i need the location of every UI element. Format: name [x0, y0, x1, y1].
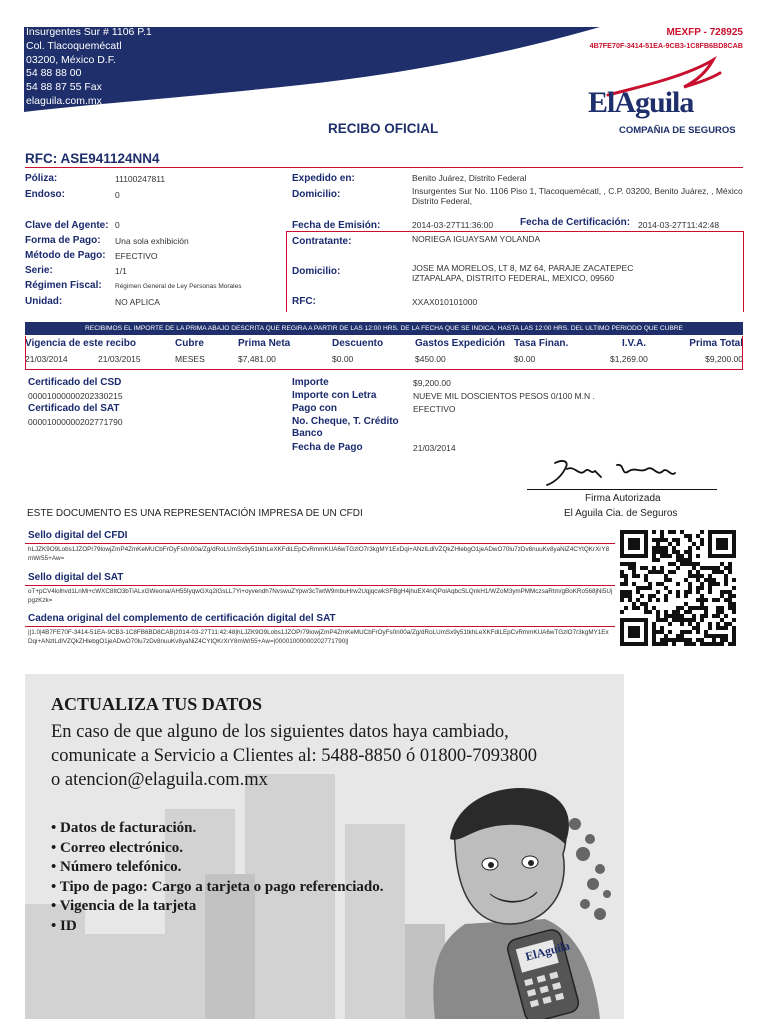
td-descuento: $0.00 — [332, 354, 354, 364]
td-vigencia-desde: 21/03/2014 — [25, 354, 68, 364]
brand-logo: ElAguila — [588, 86, 694, 119]
certificacion-label: Fecha de Certificación: — [520, 217, 631, 228]
address-line: Insurgentes Sur # 1106 P.1 — [26, 26, 152, 38]
importe-label: Importe — [292, 377, 329, 388]
td-tasa: $0.00 — [514, 354, 536, 364]
cadena-value: ||1.0|4B7FE70F-3414-51EA-9CB3-1C8FB6BD8CAB|2014-03-27T11:42:48|hLJZK9O9Lobs1JZOPr79lowjZmP4ZmKeMUCbFrOyFs0n00a/Zg/dRoLUmSx9y51tkhLeXKFdiLEpCvRmmKUA6wTGzlO7r3kgMY1ExDqi+ANzlLdlVZQkZHlebgO1jeADwO70lu7zDv8nuuKv8yaNiZ4CYtQKrXrY8mWr55+Aw=|00001000000202771790|| — [28, 629, 609, 645]
forma-pago-value: Una sola exhibición — [115, 236, 189, 246]
client-rfc-value: XXAX010101000 — [412, 297, 478, 307]
domicilio-label: Domicilio: — [292, 189, 341, 200]
promo-panel — [25, 674, 624, 1019]
bullet-text: Tipo de pago: Cargo a tarjeta o pago referenciado. — [59, 878, 384, 895]
regimen-label: Régimen Fiscal: — [25, 280, 102, 291]
table-frame — [25, 336, 743, 370]
address-line: Col. Tlacoquemécatl — [26, 39, 122, 52]
company-address — [26, 26, 152, 109]
th-iva: I.V.A. — [622, 338, 647, 349]
issuer-rfc: RFC: ASE941124NN4 — [25, 151, 160, 166]
emision-label: Fecha de Emisión: — [292, 220, 381, 231]
td-vigencia-hasta: 21/03/2015 — [98, 354, 141, 364]
phone-brand-logo: ElAguila — [523, 938, 572, 964]
sat-cert-label: Certificado del SAT — [28, 403, 120, 414]
poliza-value: 11100247811 — [115, 174, 166, 184]
fecha-pago-value: 21/03/2014 — [413, 443, 456, 453]
importe-value: $9,200.00 — [413, 378, 451, 388]
unidad-label: Unidad: — [25, 296, 63, 307]
client-domicilio-value: JOSE MA MORELOS, LT 8, MZ 64, PARAJE ZACATEPEC IZTAPALAPA, DISTRITO FEDERAL, MEXICO, 09560 — [412, 263, 634, 283]
client-domicilio-label: Domicilio: — [292, 266, 341, 277]
endoso-label: Endoso: — [25, 189, 65, 200]
expedido-value: Benito Juárez, Distrito Federal — [412, 173, 527, 183]
td-prima-total: $9,200.00 — [705, 354, 743, 364]
td-prima-neta: $7,481.00 — [238, 354, 276, 364]
bullet-text: Vigencia de la tarjeta — [59, 898, 197, 914]
regimen-value: Régimen General de Ley Personas Morales — [115, 283, 242, 290]
td-gastos: $450.00 — [415, 354, 446, 364]
bullet-text: Número telefónico. — [60, 859, 182, 875]
importe-letra-value: NUEVE MIL DOSCIENTOS PESOS 0/100 M.N . — [413, 391, 595, 401]
expedido-label: Expedido en: — [292, 173, 355, 184]
qr-code — [618, 528, 738, 656]
contratante-label: Contratante: — [292, 236, 352, 247]
certificacion-value: 2014-03-27T11:42:48 — [638, 220, 720, 230]
promo-title: ACTUALIZA TUS DATOS — [51, 694, 263, 714]
list-item: • Vigencia de la tarjeta — [51, 898, 197, 914]
td-iva: $1,269.00 — [610, 354, 648, 364]
divider — [25, 543, 615, 544]
th-tasa: Tasa Finan. — [514, 338, 569, 349]
signature-line — [527, 489, 717, 490]
csd-value: 00001000000202330215 — [28, 391, 123, 401]
notice-bar: RECIBIMOS EL IMPORTE DE LA PRIMA ABAJO DESCRITA QUE REGIRA A PARTIR DE LAS 12:00 HRS. DE LA FECHA QUE SE INDICA, HASTA LAS 12:00 HRS. DEL ULTIMO PERIODO QUE CUBRE — [25, 322, 743, 335]
th-vigencia: Vigencia de este recibo — [25, 338, 136, 349]
sello-cfdi-label: Sello digital del CFDI — [28, 530, 128, 541]
serie-value: 1/1 — [115, 266, 127, 276]
list-item: • Tipo de pago: Cargo a tarjeta o pago referenciado. — [51, 878, 384, 895]
client-rfc-label: RFC: — [292, 296, 316, 307]
forma-pago-label: Forma de Pago: — [25, 235, 101, 246]
signature-title: Firma Autorizada — [585, 493, 661, 504]
unidad-value: NO APLICA — [115, 297, 160, 307]
uuid: 4B7FE70F-3414-51EA-9CB3-1C8FB6BD8CAB — [589, 41, 743, 50]
sello-sat-label: Sello digital del SAT — [28, 572, 124, 583]
authorized-signature — [525, 455, 695, 490]
bullet-text: Correo electrónico. — [60, 839, 184, 856]
csd-label: Certificado del CSD — [28, 377, 122, 388]
divider — [25, 585, 615, 586]
pago-con-value: EFECTIVO — [413, 404, 456, 414]
list-item: • ID — [51, 917, 77, 934]
agente-value: 0 — [115, 220, 120, 230]
metodo-pago-label: Método de Pago: — [25, 250, 106, 261]
brand-subtitle: COMPAÑIA DE SEGUROS — [619, 125, 736, 136]
pago-con-label: Pago con — [292, 403, 338, 414]
list-item: • Correo electrónico. — [51, 839, 184, 856]
th-descuento: Descuento — [332, 338, 384, 349]
importe-letra-label: Importe con Letra — [292, 390, 377, 401]
cheque-label: No. Cheque, T. Crédito Banco — [292, 416, 399, 439]
divider — [25, 167, 743, 168]
cadena-label: Cadena original del complemento de certificación digital del SAT — [28, 613, 336, 624]
promo-email[interactable]: o atencion@elaguila.com.mx — [51, 770, 268, 790]
emision-value: 2014-03-27T11:36:00 — [412, 220, 494, 230]
bullet-text: Datos de facturación. — [60, 820, 197, 836]
td-cubre: MESES — [175, 354, 205, 364]
sello-sat-value: oT+pCV4lolhvd1LnMi+cWXC8ItO3bTiALxGWeona/AH55IyqwGXq2iGsLL7Yi+oyvendh7NvswuZYpw/3cTwtW9mbuHrw2UqjqcwkSFBgH4jhuEX4nQPolAqbcSLQnkH1/WZoM3ymPMMczsaRtm/gBoKRo568jNi5UjpgzKzk= — [28, 588, 613, 604]
document-title: RECIBO OFICIAL — [328, 121, 439, 136]
signature-company: El Aguila Cia. de Seguros — [564, 508, 678, 519]
domicilio-value: Insurgentes Sur No. 1106 Piso 1, Tlacoquemécatl, , C.P. 03200, Benito Juárez, , México Distrito Federal, — [412, 186, 743, 206]
promo-line-1: En caso de que alguno de los siguientes datos haya cambiado, — [51, 722, 509, 742]
bullet-text: ID — [60, 917, 77, 934]
contratante-value: NORIEGA IGUAYSAM YOLANDA — [412, 234, 541, 244]
th-prima-total: Prima Total — [689, 338, 743, 349]
endoso-value: 0 — [115, 190, 120, 200]
metodo-pago-value: EFECTIVO — [115, 251, 158, 261]
customer-illustration — [395, 784, 624, 1019]
serie-label: Serie: — [25, 265, 53, 276]
th-gastos: Gastos Expedición — [415, 338, 506, 349]
address-line: 03200, México D.F. — [26, 53, 116, 66]
sello-cfdi-value: hLJZK9O9Lobs1JZOPr79lowjZmP4ZmKeMUCbFrOyFs0n00a/Zg/dRoLUmSx9y51tkhLeXKFdiLEpCvRmmKUA6wTGzlO7r3kgMY1ExDqi+ANzlLdlVZQkZHlebgO1jeADwO70lu7zDv8nuuKv8yaNiZ4CYtQKrXrY8mWr55+Aw= — [28, 546, 610, 562]
folio: MEXFP - 728925 — [666, 27, 743, 38]
phone-line: 54 88 88 00 — [26, 67, 82, 80]
divider — [25, 626, 615, 627]
fax-line: 54 88 87 55 Fax — [26, 81, 102, 94]
th-prima-neta: Prima Neta — [238, 338, 291, 349]
agente-label: Clave del Agente: — [25, 220, 109, 231]
fecha-pago-label: Fecha de Pago — [292, 442, 363, 453]
website-link[interactable]: elaguila.com.mx — [26, 94, 102, 107]
sat-cert-value: 00001000000202771790 — [28, 417, 123, 427]
list-item: • Datos de facturación. — [51, 820, 197, 836]
cfdi-notice: ESTE DOCUMENTO ES UNA REPRESENTACIÓN IMPRESA DE UN CFDI — [27, 508, 363, 519]
promo-line-2: comunicate a Servicio a Clientes al: 5488-8850 ó 01800-7093800 — [51, 746, 538, 766]
poliza-label: Póliza: — [25, 173, 58, 184]
promo-bullet-list — [51, 819, 383, 936]
th-cubre: Cubre — [175, 338, 204, 349]
list-item: • Número telefónico. — [51, 859, 182, 875]
